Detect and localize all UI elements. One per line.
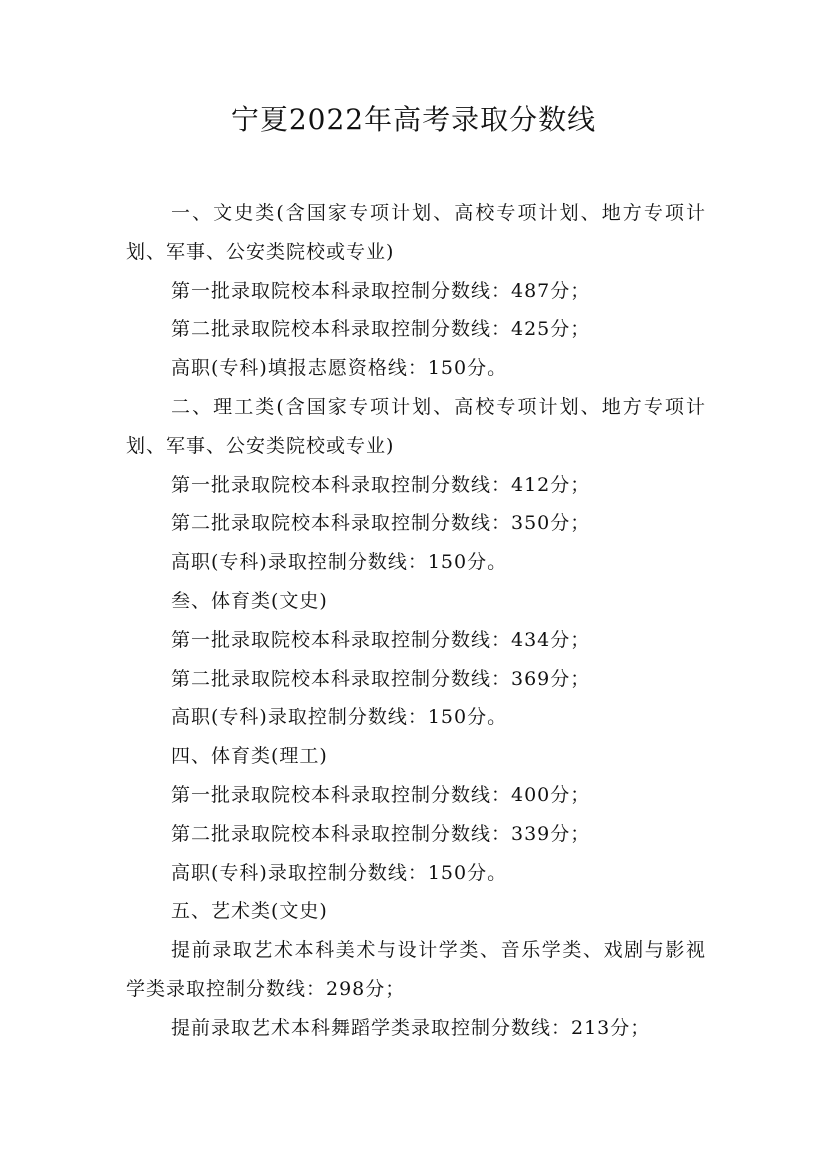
score-line: 提前录取艺术本科舞蹈学类录取控制分数线：213分； [171,1016,651,1039]
score-line: 高职(专科)录取控制分数线：150分。 [171,706,508,729]
section-heading-tiyu-ligong: 四、体育类(理工) [171,745,328,768]
score-line: 第二批录取院校本科录取控制分数线：339分； [171,822,591,845]
score-line: 第一批录取院校本科录取控制分数线：412分； [171,473,591,496]
score-line: 第二批录取院校本科录取控制分数线：425分； [171,318,591,341]
score-line: 第二批录取院校本科录取控制分数线：369分； [171,667,591,690]
section-heading-yishu-wenshi: 五、艺术类(文史) [171,900,328,923]
score-line: 第一批录取院校本科录取控制分数线：400分； [171,783,591,806]
score-line: 高职(专科)录取控制分数线：150分。 [171,551,508,574]
document-title: 宁夏2022年高考录取分数线 [230,103,597,136]
score-line: 提前录取艺术本科美术与设计学类、音乐学类、戏剧与影视学类录取控制分数线：298分； [126,939,706,1000]
score-line: 第一批录取院校本科录取控制分数线：487分； [171,279,591,302]
score-line: 高职(专科)录取控制分数线：150分。 [171,861,508,884]
score-line: 第二批录取院校本科录取控制分数线：350分； [171,512,591,535]
section-heading-tiyu-wenshi: 叁、体育类(文史) [171,589,328,612]
document-body [126,194,706,1048]
score-line: 第一批录取院校本科录取控制分数线：434分； [171,628,591,651]
section-heading-wenshi: 一、文史类(含国家专项计划、高校专项计划、地方专项计划、军事、公安类院校或专业) [126,202,706,263]
section-heading-ligong: 二、理工类(含国家专项计划、高校专项计划、地方专项计划、军事、公安类院校或专业) [126,395,706,457]
score-line: 高职(专科)填报志愿资格线：150分。 [171,357,508,380]
